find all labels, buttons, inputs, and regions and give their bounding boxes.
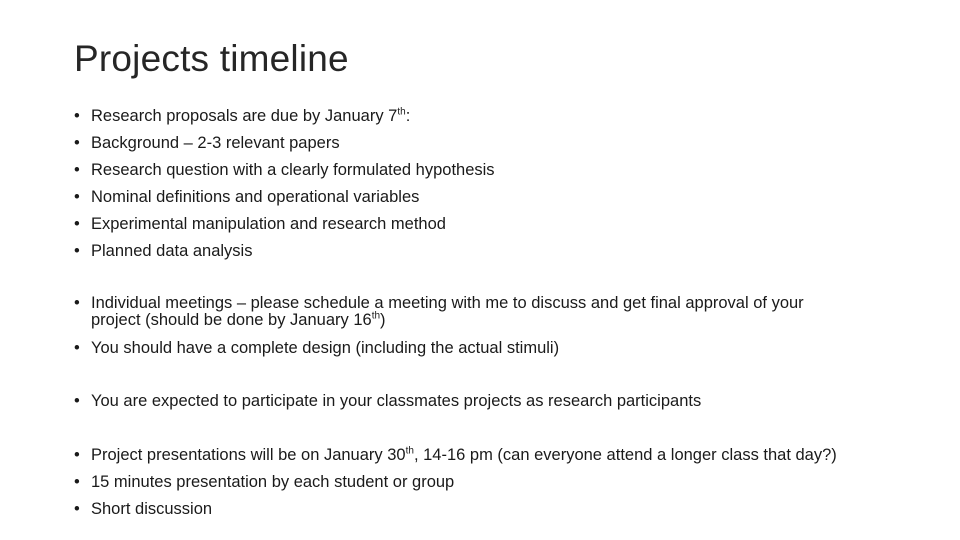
bullet-text: You are expected to participate in your classmates projects as research participants <box>91 392 702 410</box>
bullet-text: Planned data analysis <box>91 242 253 260</box>
bullet-text: Experimental manipulation and research method <box>91 215 446 233</box>
bullet-text: Short discussion <box>91 500 213 518</box>
bullet-icon: • <box>74 392 80 410</box>
bullet-icon: • <box>74 294 80 312</box>
bullet-text: Individual meetings – please schedule a meeting with me to discuss and get final approval of your project (should be done by January 16th) <box>91 294 804 329</box>
bullet-icon: • <box>74 215 80 233</box>
bullet-icon: • <box>74 242 80 260</box>
bullet-text: Nominal definitions and operational variables <box>91 188 420 206</box>
bullet-text: Research proposals are due by January 7th: <box>91 106 411 125</box>
bullet-icon: • <box>74 188 80 206</box>
bullet-icon: • <box>74 134 80 152</box>
bullet-icon: • <box>74 107 80 125</box>
bullet-icon: • <box>74 339 80 357</box>
bullet-icon: • <box>74 161 80 179</box>
bullet-text: You should have a complete design (including the actual stimuli) <box>91 339 560 357</box>
bullet-icon: • <box>74 473 80 491</box>
bullet-text: 15 minutes presentation by each student or group <box>91 473 455 491</box>
slide-title: Projects timeline <box>74 38 349 79</box>
bullet-text: Project presentations will be on January 30th, 14-16 pm (can everyone attend a longer class that day?) <box>91 445 837 464</box>
bullet-icon: • <box>74 500 80 518</box>
bullet-text: Background – 2-3 relevant papers <box>91 134 340 152</box>
bullet-icon: • <box>74 446 80 464</box>
bullet-text: Research question with a clearly formulated hypothesis <box>91 161 495 179</box>
